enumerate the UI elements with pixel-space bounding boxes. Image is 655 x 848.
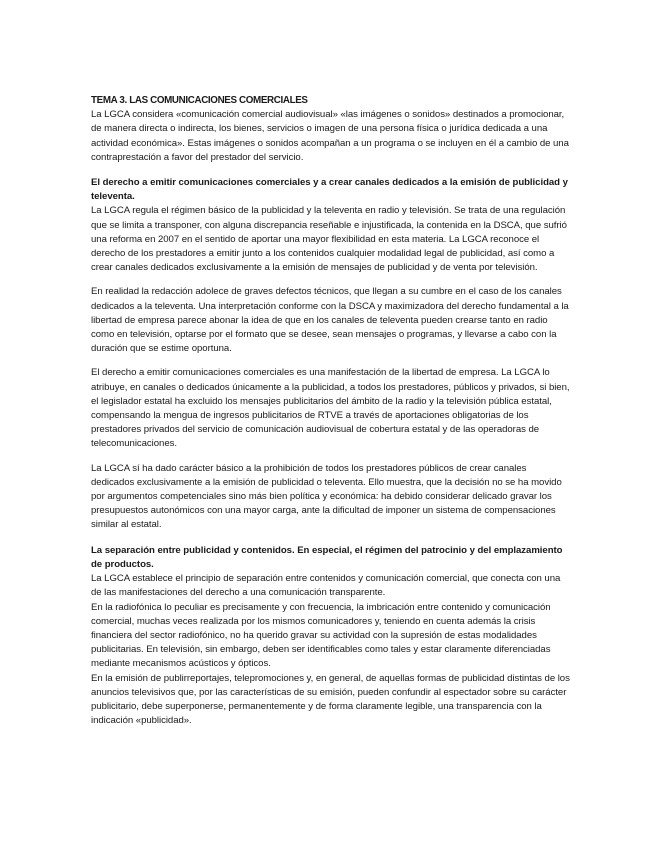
paragraph: La LGCA regula el régimen básico de la publicidad y la televenta en radio y televisión. Se trata de una regulación que se limita a transponer, con alguna discrepancia reseñable e injustificada, la contenida en la DSCA, que sufrió una reforma en 2007 en el sentido de aportar una mayor flexibilidad en esta materia. La LGCA reconoce el derecho de los prestadores a emitir junto a los contenidos cualquier modalidad legal de publicidad, así como a crear canales dedicados exclusivamente a la emisión de mensajes de publicidad y de venta por televisión.	[91, 205, 567, 274]
document-body	[91, 94, 571, 728]
paragraph: En realidad la redacción adolece de graves defectos técnicos, que llegan a su cumbre en el caso de los canales dedicados a la televenta. Una interpretación conforme con la DSCA y maximizadora del derecho fundamental a la libertad de empresa parece abonar la idea de que en los canales de televenta pueden crearse tanto en radio como en televisión, optarse por el formato que se desee, sean mensajes o programas, y llevarse a cabo con la duración que se estime oportuna.	[91, 286, 569, 355]
section-heading-derecho-emitir: El derecho a emitir comunicaciones comerciales y a crear canales dedicados a la emisión de publicidad y televenta.	[91, 177, 568, 203]
paragraph: En la emisión de publirreportajes, telepromociones y, en general, de aquellas formas de publicidad distintas de los anuncios televisivos que, por las características de su emisión, pueden confundir al espectador sobre su carácter publicitario, debe superponerse, permanentemente y de forma claramente legible, una transparencia con la indicación «publicidad».	[91, 672, 570, 727]
paragraph: El derecho a emitir comunicaciones comerciales es una manifestación de la libertad de empresa. La LGCA lo atribuye, en canales o dedicados únicamente a la publicidad, a todos los prestadores, públicos y privados, si bien, el legislador estatal ha excluido los mensajes publicitarios del ámbito de la radio y la televisión pública estatal, compensando la mengua de ingresos publicitarios de RTVE a través de aportaciones obligatorias de los prestadores privados del servicio de comunicación audiovisual de cobertura estatal y de las operadoras de telecomunicaciones.	[91, 367, 570, 450]
paragraph: La LGCA sí ha dado carácter básico a la prohibición de todos los prestadores públicos de crear canales dedicados exclusivamente a la emisión de publicidad o televenta. Ello muestra, que la decisión no se ha movido por argumentos competenciales sino más bien política y económica: ha debido considerar delicado gravar los presupuestos autonómicos con una mayor carga, ante la dificultad de imponer un sistema de compensaciones similar al estatal.	[91, 462, 562, 531]
paragraph: La LGCA establece el principio de separación entre contenidos y comunicación comercial, que conecta con una de las manifestaciones del derecho a una comunicación transparente.	[91, 573, 561, 599]
section-heading-separacion: La separación entre publicidad y contenidos. En especial, el régimen del patrocinio y del emplazamiento de productos.	[91, 544, 563, 570]
page-title: TEMA 3. LAS COMUNICACIONES COMERCIALES	[91, 95, 308, 106]
paragraph: En la radiofónica lo peculiar es precisamente y con frecuencia, la imbricación entre contenido y comunicación comercial, muchas veces realizada por los mismos comunicadores y, teniendo en cuenta además la crisis financiera del sector radiofónico, no ha querido gravar su actividad con la supresión de estas modalidades publicitarias. En televisión, sin embargo, deben ser identificables como tales y estar claramente diferenciadas mediante mecanismos acústicos y ópticos.	[91, 601, 551, 670]
intro-paragraph: La LGCA considera «comunicación comercial audiovisual» «las imágenes o sonidos» destinados a promocionar, de manera directa o indirecta, los bienes, servicios o imagen de una persona física o jurídica dedicada a una actividad económica». Estas imágenes o sonidos acompañan a un programa o se incluyen en él a cambio de una contraprestación a favor del prestador del servicio.	[91, 109, 569, 163]
